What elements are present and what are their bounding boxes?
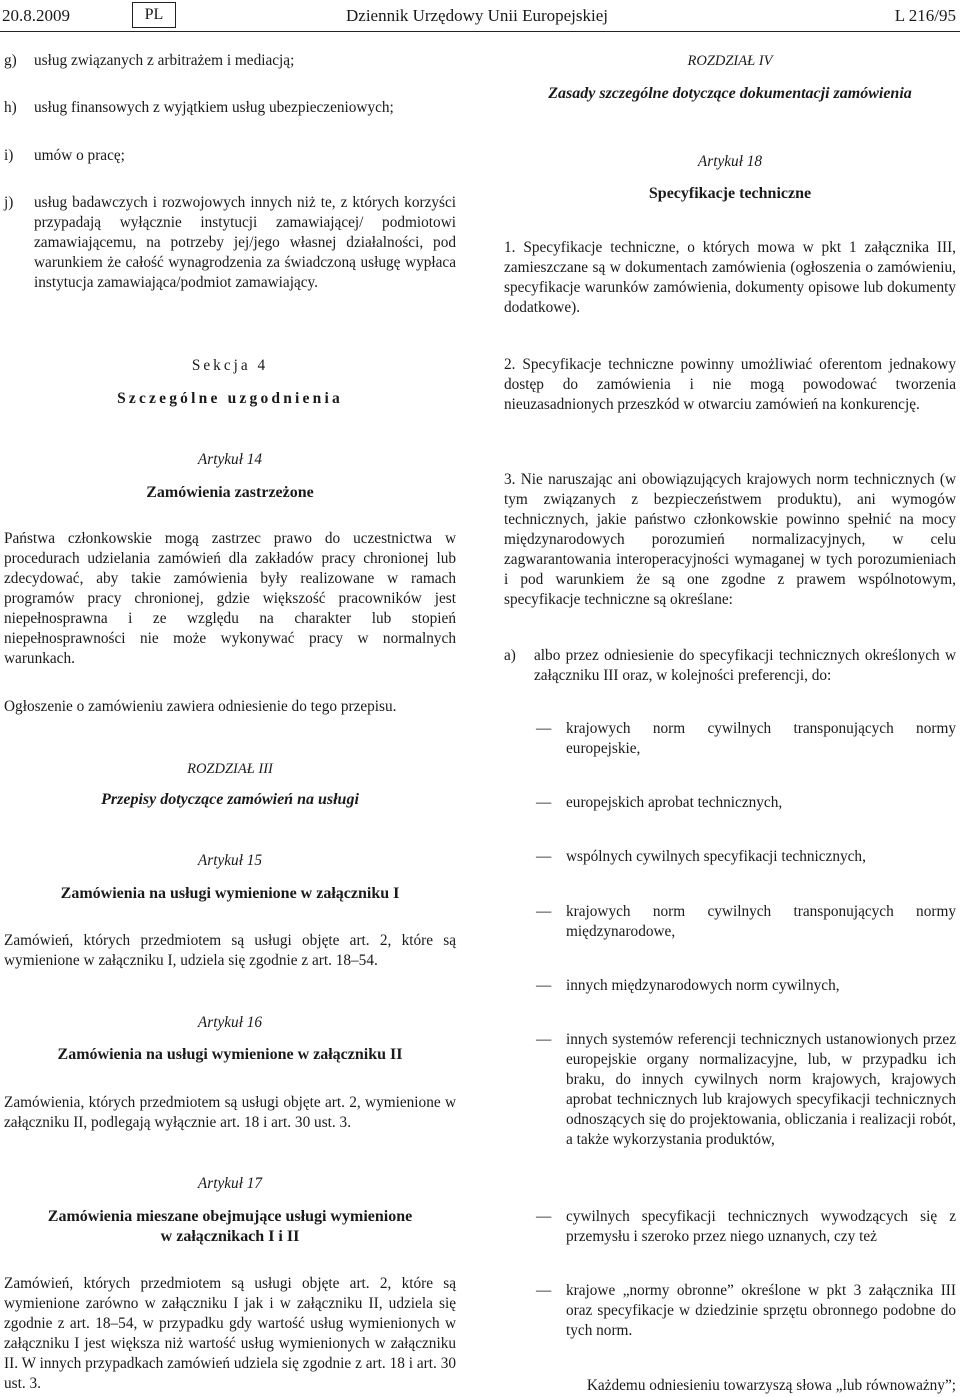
- dash-marker: —: [536, 720, 552, 737]
- paragraph-2: 2. Specyfikacje techniczne powinny umożliwiać oferentom jednakowy dostęp do zamówienia i nie mogą powodować tworzenia nieuzasadnionych przeszkód w otwarciu zamówień na konkurencję.: [504, 356, 956, 413]
- chapter-4-number: ROZDZIAŁ IV: [687, 53, 773, 69]
- article-17-title-line-1: Zamówienia mieszane obejmujące usługi wymienione: [47, 1208, 413, 1225]
- dash-item: [536, 793, 956, 813]
- article-17-number: Artykuł 17: [197, 1175, 263, 1192]
- article-15-title: Zamówienia na usługi wymienione w załączniku I: [60, 885, 400, 902]
- list-text: usług finansowych z wyjątkiem usług ubezpieczeniowych;: [34, 99, 394, 116]
- page-header: [0, 0, 960, 30]
- list-marker: a): [504, 647, 516, 664]
- chapter-3-title: Przepisy dotyczące zamówień na usługi: [101, 791, 359, 808]
- dash-marker: —: [536, 1031, 552, 1048]
- article-14-title: Zamówienia zastrzeżone: [146, 484, 314, 501]
- article-18-number: Artykuł 18: [697, 153, 763, 170]
- language-badge: PL: [132, 2, 176, 28]
- page-reference: L 216/95: [894, 6, 956, 25]
- dash-item: [536, 1281, 956, 1341]
- list-item-a: [504, 646, 956, 686]
- article-15-number: Artykuł 15: [197, 852, 263, 869]
- dash-marker: —: [536, 977, 552, 994]
- dash-text: krajowych norm cywilnych transponujących normy międzynarodowe,: [566, 903, 956, 940]
- dash-marker: —: [536, 794, 552, 811]
- dash-text: krajowe „normy obronne” określone w pkt 3 załącznika III oraz specyfikacje w dziedzinie sprzętu obronnego podobne do tych norm.: [566, 1282, 956, 1339]
- chapter-3-number: ROZDZIAŁ III: [187, 761, 273, 777]
- dash-item: [536, 847, 956, 867]
- article-17-paragraph: Zamówień, których przedmiotem są usługi objęte art. 2, które są wymienione zarówno w załączniku I jak i w załączniku II, udziela się zgodnie z art. 18–54, w przypadku gdy wartość usług wymienionych w załączniku I jest większa niż wartość usług wymienionych w załączniku II. W innych przypadkach zamówień udziela się zgodnie z art. 18 i art. 30 ust. 3.: [4, 1275, 456, 1392]
- section-title: Szczególne uzgodnienia: [117, 390, 343, 407]
- dash-text: wspólnych cywilnych specyfikacji technicznych,: [566, 848, 866, 865]
- header-date: 20.8.2009: [2, 6, 70, 25]
- dash-marker: —: [536, 848, 552, 865]
- dash-marker: —: [536, 1282, 552, 1299]
- article-16-paragraph: Zamówienia, których przedmiotem są usługi objęte art. 2, wymienione w załączniku II, podlegają wyłącznie art. 18 i art. 30 ust. 3.: [4, 1094, 456, 1131]
- dash-item: [536, 976, 956, 996]
- list-marker: i): [4, 147, 14, 164]
- header-rule: [0, 31, 960, 32]
- list-item-g: [4, 51, 456, 71]
- dash-item: [536, 902, 956, 942]
- dash-marker: —: [536, 1208, 552, 1225]
- list-text: albo przez odniesienie do specyfikacji technicznych określonych w załączniku III oraz, w kolejności preferencji, do:: [534, 647, 956, 684]
- list-marker: j): [4, 194, 14, 211]
- dash-item: [536, 1030, 956, 1150]
- dash-text: innych systemów referencji technicznych ustanowionych przez europejskie organy normalizacyjne, lub, w przypadku ich braku, do innych cywilnych norm krajowych, krajowych aprobat technicznych lub krajowych specyfikacji technicznych odnoszących się do projektowania, obliczania i realizacji robót, a także wykorzystania produktów,: [566, 1031, 956, 1148]
- list-marker: h): [4, 99, 17, 116]
- final-line: Każdemu odniesieniu towarzyszą słowa „lub równoważny”;: [586, 1377, 956, 1394]
- list-item-h: [4, 98, 456, 118]
- article-17-title-line-2: w załącznikach I i II: [160, 1228, 300, 1245]
- article-14-paragraph-2: Ogłoszenie o zamówieniu zawiera odniesienie do tego przepisu.: [4, 698, 397, 715]
- dash-item: [536, 719, 956, 759]
- dash-item: [536, 1207, 956, 1247]
- article-16-number: Artykuł 16: [197, 1014, 263, 1031]
- article-14-paragraph-1: Państwa członkowskie mogą zastrzec prawo do uczestnictwa w procedurach udzielania zamówień dla zakładów pracy chronionej lub zdecydować, aby takie zamówienia były realizowane w ramach programów pracy chronionej, gdzie większość pracowników jest niepełnosprawna i ze względu na charakter lub stopień niepełnosprawności nie może wykonywać pracy w normalnych warunkach.: [4, 530, 456, 667]
- dash-text: innych międzynarodowych norm cywilnych,: [566, 977, 840, 994]
- list-text: usług związanych z arbitrażem i mediacją;: [34, 52, 295, 69]
- dash-text: cywilnych specyfikacji technicznych wywodzących się z przemysłu i szeroko przez niego uznanych, czy też: [566, 1208, 956, 1245]
- paragraph-1: 1. Specyfikacje techniczne, o których mowa w pkt 1 załącznika III, zamieszczane są w dokumentach zamówienia (ogłoszenia o zamówieniu, specyfikacje warunków zamówienia, dokumenty opisowe lub dokumenty dodatkowe).: [504, 239, 956, 316]
- section-number: Sekcja 4: [191, 357, 269, 374]
- dash-text: europejskich aprobat technicznych,: [566, 794, 783, 811]
- list-item-j: [4, 193, 456, 293]
- list-marker: g): [4, 52, 17, 69]
- list-item-i: [4, 146, 456, 166]
- dash-text: krajowych norm cywilnych transponujących normy europejskie,: [566, 720, 956, 757]
- list-text: usług badawczych i rozwojowych innych niż te, z których korzyści przypadają wyłącznie instytucji zamawiającej/ podmiotowi zamawiającemu, na potrzeby jej/jego własnej działalności, pod warunkiem że całość wynagrodzenia za świadczoną usługę wypłaca instytucja zamawiająca/podmiot zamawiający.: [34, 194, 456, 291]
- paragraph-3: 3. Nie naruszając ani obowiązujących krajowych norm technicznych (w tym związanych z bezpieczeństwem produktu), ani wymogów technicznych, jakie państwo członkowskie powinno spełnić na mocy międzynarodowych porozumień normalizacyjnych, w celu zagwarantowania interoperacyjności wymaganej w tych porozumieniach i pod warunkiem że są one zgodne z prawem wspólnotowym, specyfikacje techniczne są określane:: [504, 471, 956, 608]
- chapter-4-title: Zasady szczególne dotyczące dokumentacji zamówienia: [548, 85, 912, 102]
- dash-marker: —: [536, 903, 552, 920]
- article-14-number: Artykuł 14: [197, 451, 263, 468]
- article-15-paragraph: Zamówień, których przedmiotem są usługi objęte art. 2, które są wymienione w załączniku I, udziela się zgodnie z art. 18–54.: [4, 932, 456, 969]
- list-text: umów o pracę;: [34, 147, 125, 164]
- journal-title: Dziennik Urzędowy Unii Europejskiej: [346, 6, 609, 25]
- article-16-title: Zamówienia na usługi wymienione w załączniku II: [57, 1046, 403, 1063]
- article-18-title: Specyfikacje techniczne: [648, 185, 812, 202]
